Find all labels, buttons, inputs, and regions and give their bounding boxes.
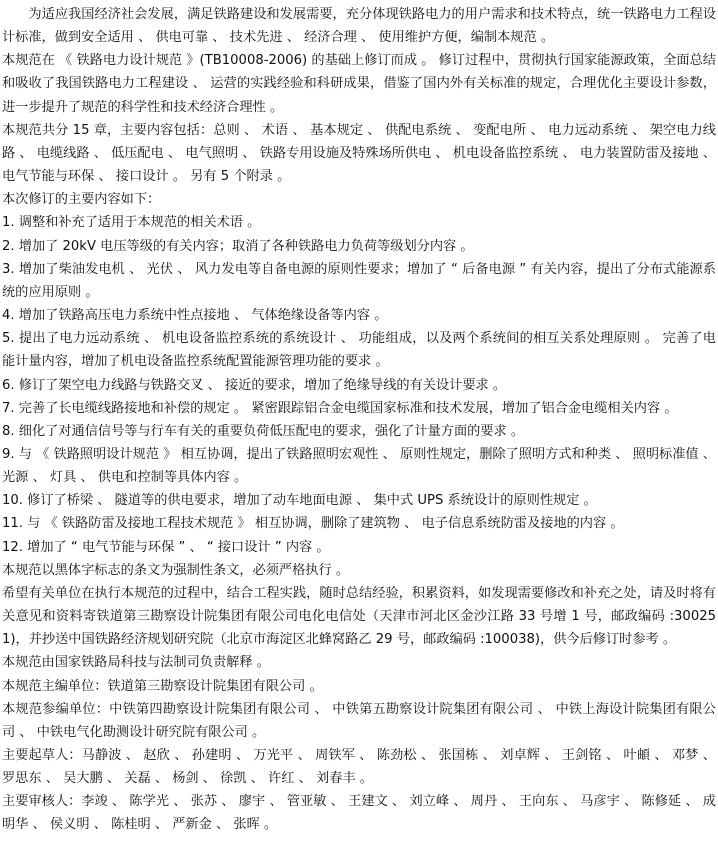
- revision-item-6: 6. 修订了架空电力线路与铁路交叉 、 接近的要求，增加了绝缘导线的有关设计要求 。: [2, 377, 507, 393]
- paragraph-drafters: 主要起草人：马静波 、 赵欣 、 孙建明 、 万光平 、 周铁军 、 陈劲松 、 张国栋 、 刘卓辉 、 王剑铭 、 叶頔 、 邓梦 、 罗思东 、 吴大鹏 、 关磊 、 杨剑 、 徐凯 、 许红 、 刘春丰 。: [2, 748, 716, 787]
- revision-item-4: 4. 增加了铁路高压电力系统中性点接地 、 气体绝缘设备等内容 。: [2, 308, 388, 324]
- revision-item-12: 12. 增加了 “ 电气节能与环保 ” 、 “ 接口设计 ” 内容 。: [2, 539, 330, 555]
- revision-item-10: 10. 修订了桥梁 、 隧道等的供电要求，增加了动车地面电源 、 集中式 UPS 系统设计的原则性规定 。: [2, 493, 597, 509]
- paragraph-reviewers: 主要审核人：李竣 、 陈学光 、 张苏 、 廖宇 、 管亚敏 、 王建文 、 刘立峰 、 周丹 、 王向东 、 马彦宇 、 陈修延 、 成明华 、 侯义明 、 陈桂明 、 严新金 、 张晖 。: [2, 794, 716, 833]
- paragraph-revision-heading: 本次修订的主要内容如下：: [2, 192, 161, 208]
- paragraph-feedback-request: 希望有关单位在执行本规范的过程中，结合工程实践，随时总结经验，积累资料，如发现需要修改和补充之处，请及时将有关意见和资料寄铁道第三勘察设计院集团有限公司电化电信处（天津市河北区金沙江路 33 号增 1 号，邮政编码 :300251)，并抄送中国铁路经济规划研究院（北京市海淀区北蜂窝路乙 29 号，邮政编码 :100038)，供今后修订时参考 。: [2, 585, 716, 648]
- paragraph-chief-editor: 本规范主编单位：铁道第三勘察设计院集团有限公司 。: [2, 678, 323, 694]
- paragraph-preface: 为适应我国经济社会发展，满足铁路建设和发展需要，充分体现铁路电力的用户需求和技术特点，统一铁路电力工程设计标准，做到安全适用 、 供电可靠 、 技术先进 、 经济合理 、 使用维护方便，编制本规范 。: [2, 7, 716, 46]
- revision-item-8: 8. 细化了对通信信号等与行车有关的重要负荷低压配电的要求，强化了计量方面的要求 。: [2, 423, 525, 439]
- revision-item-3: 3. 增加了柴油发电机 、 光伏 、 风力发电等自备电源的原则性要求；增加了 “ 后备电源 ” 有关内容，提出了分布式能源系统的应用原则 。: [2, 261, 716, 300]
- paragraph-participating-units: 本规范参编单位：中铁第四勘察设计院集团有限公司 、 中铁第五勘察设计院集团有限公司 、 中铁上海设计院集团有限公司 、 中铁电气化勘测设计研究院有限公司 。: [2, 701, 716, 740]
- paragraph-mandatory-clauses: 本规范以黑体字标志的条文为强制性条文，必须严格执行 。: [2, 562, 350, 578]
- revision-item-5: 5. 提出了电力远动系统 、 机电设备监控系统的系统设计 、 功能组成，以及两个系统间的相互关系处理原则 。 完善了电能计量内容，增加了机电设备监控系统配置能源管理功能的要求 。: [2, 331, 716, 370]
- paragraph-interpretation: 本规范由国家铁路局科技与法制司负责解释 。: [2, 655, 270, 671]
- paragraph-chapter-overview: 本规范共分 15 章，主要内容包括：总则 、 术语 、 基本规定 、 供配电系统 、 变配电所 、 电力远动系统 、 架空电力线路 、 电缆线路 、 低压配电 、 电气照明 、 铁路专用设施及特殊场所供电 、 机电设备监控系统 、 电力装置防雷及接地 、 电气节能与环保 、 接口设计 。 另有 5 个附录 。: [2, 122, 716, 185]
- revision-item-9: 9. 与 《 铁路照明设计规范 》 相互协调，提出了铁路照明宏观性 、 原则性规定，删除了照明方式和种类 、 照明标准值 、 光源 、 灯具 、 供电和控制等具体内容 。: [2, 446, 716, 486]
- revision-item-2: 2. 增加了 20kV 电压等级的有关内容；取消了各种铁路电力负荷等级划分内容 。: [2, 238, 474, 254]
- revision-item-7: 7. 完善了长电缆线路接地和补偿的规定 。 紧密跟踪铝合金电缆国家标准和技术发展，增加了铝合金电缆相关内容 。: [2, 400, 678, 416]
- revision-item-1: 1. 调整和补充了适用于本规范的相关术语 。: [2, 215, 261, 231]
- paragraph-revision-basis: 本规范在 《 铁路电力设计规范 》(TB10008-2006) 的基础上修订而成 。 修订过程中，贯彻执行国家能源政策，全面总结和吸收了我国铁路电力工程建设 、 运营的实践经验和科研成果，借鉴了国内外有关标准的规定，合理优化主要设计参数，进一步提升了规范的科学性和技术经济合理性 。: [2, 53, 716, 115]
- revision-item-11: 11. 与 《 铁路防雷及接地工程技术规范 》 相互协调，删除了建筑物 、 电子信息系统防雷及接地的内容 。: [2, 516, 624, 532]
